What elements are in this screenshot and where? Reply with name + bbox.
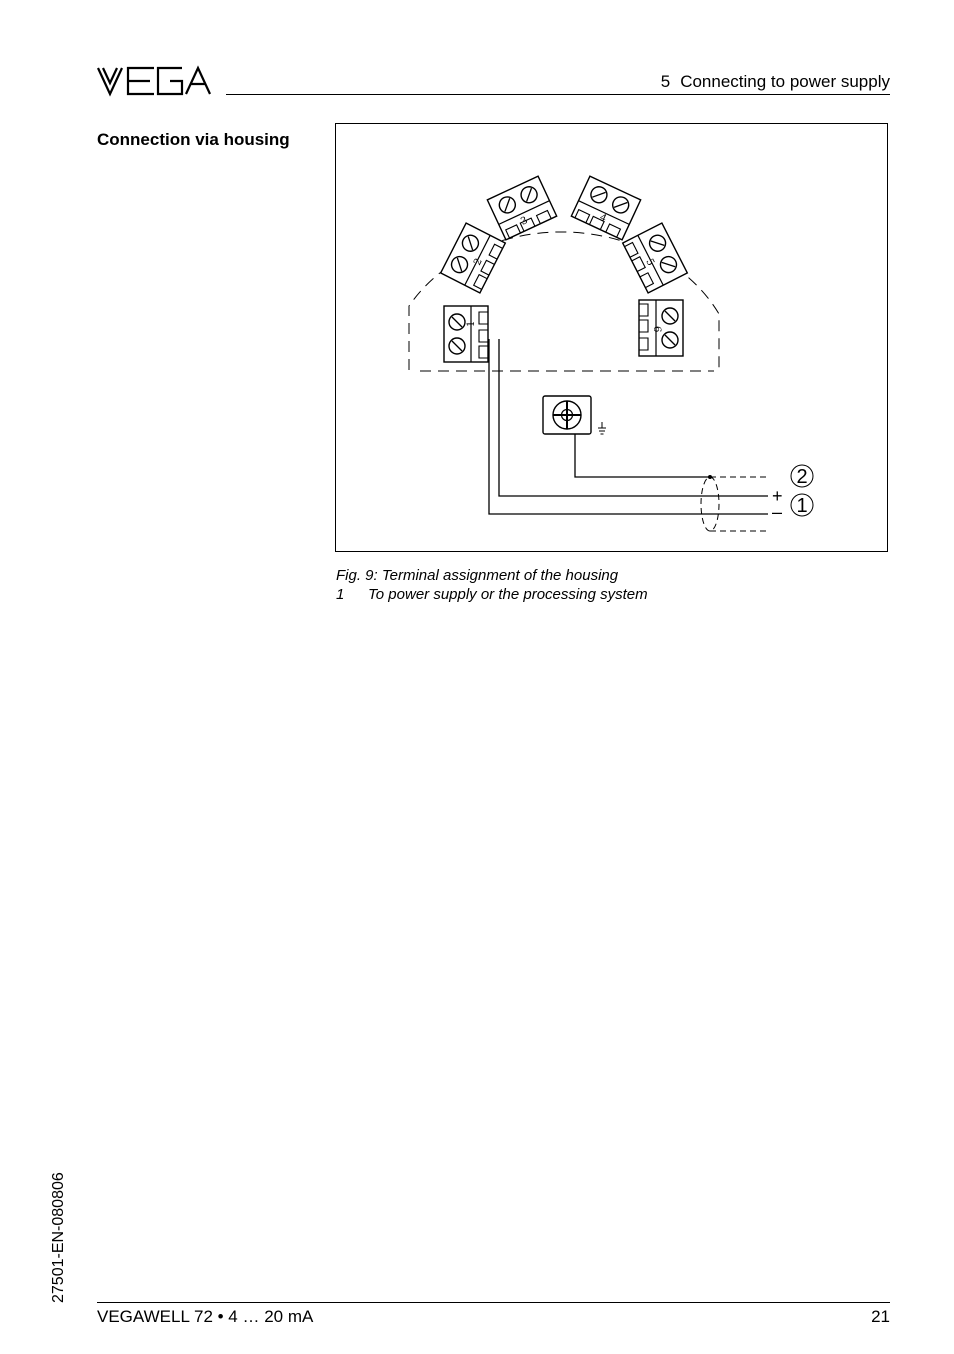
chapter-heading bbox=[661, 72, 890, 92]
vega-logo bbox=[96, 64, 214, 98]
page-number: 21 bbox=[871, 1307, 890, 1326]
ground-symbol-icon bbox=[598, 422, 606, 434]
header-rule bbox=[226, 94, 890, 95]
cable-shield bbox=[701, 477, 719, 531]
terminal-5-number: 5 bbox=[643, 257, 656, 268]
footer-rule bbox=[97, 1302, 890, 1303]
terminal-3 bbox=[487, 176, 556, 240]
callout-2: 2 bbox=[796, 466, 808, 488]
terminal-2 bbox=[441, 223, 506, 293]
terminal-2-number: 2 bbox=[472, 256, 485, 268]
chapter-title: Connecting to power supply bbox=[680, 72, 890, 91]
legend-number: 1 bbox=[336, 586, 345, 603]
chapter-number: 5 bbox=[660, 72, 671, 91]
terminal-4-number: 4 bbox=[597, 212, 609, 225]
section-title: Connection via housing bbox=[97, 130, 290, 149]
terminal-4 bbox=[571, 176, 640, 240]
minus-sign: – bbox=[772, 502, 783, 522]
terminal-1-number: 1 bbox=[466, 320, 477, 327]
caption-legend-item bbox=[336, 585, 648, 604]
ground-wire bbox=[575, 434, 710, 477]
ground-terminal bbox=[543, 396, 591, 434]
minus-wire bbox=[489, 339, 768, 514]
terminal-1 bbox=[444, 306, 488, 362]
terminal-6-number: 6 bbox=[651, 326, 662, 333]
figure-caption bbox=[336, 566, 648, 604]
terminal-5 bbox=[623, 223, 688, 293]
terminal-diagram bbox=[335, 123, 888, 552]
caption-title: Fig. 9: Terminal assignment of the housing bbox=[336, 567, 619, 584]
terminal-3-number: 3 bbox=[519, 215, 530, 228]
plus-sign: + bbox=[772, 486, 783, 506]
plus-wire bbox=[499, 339, 768, 496]
legend-text: To power supply or the processing system bbox=[368, 586, 648, 603]
footer-product: VEGAWELL 72 • 4 … 20 mA bbox=[97, 1307, 314, 1326]
terminal-diagram-drawing bbox=[336, 124, 889, 553]
document-code: 27501-EN-080806 bbox=[50, 1172, 67, 1303]
callout-1: 1 bbox=[796, 495, 808, 517]
